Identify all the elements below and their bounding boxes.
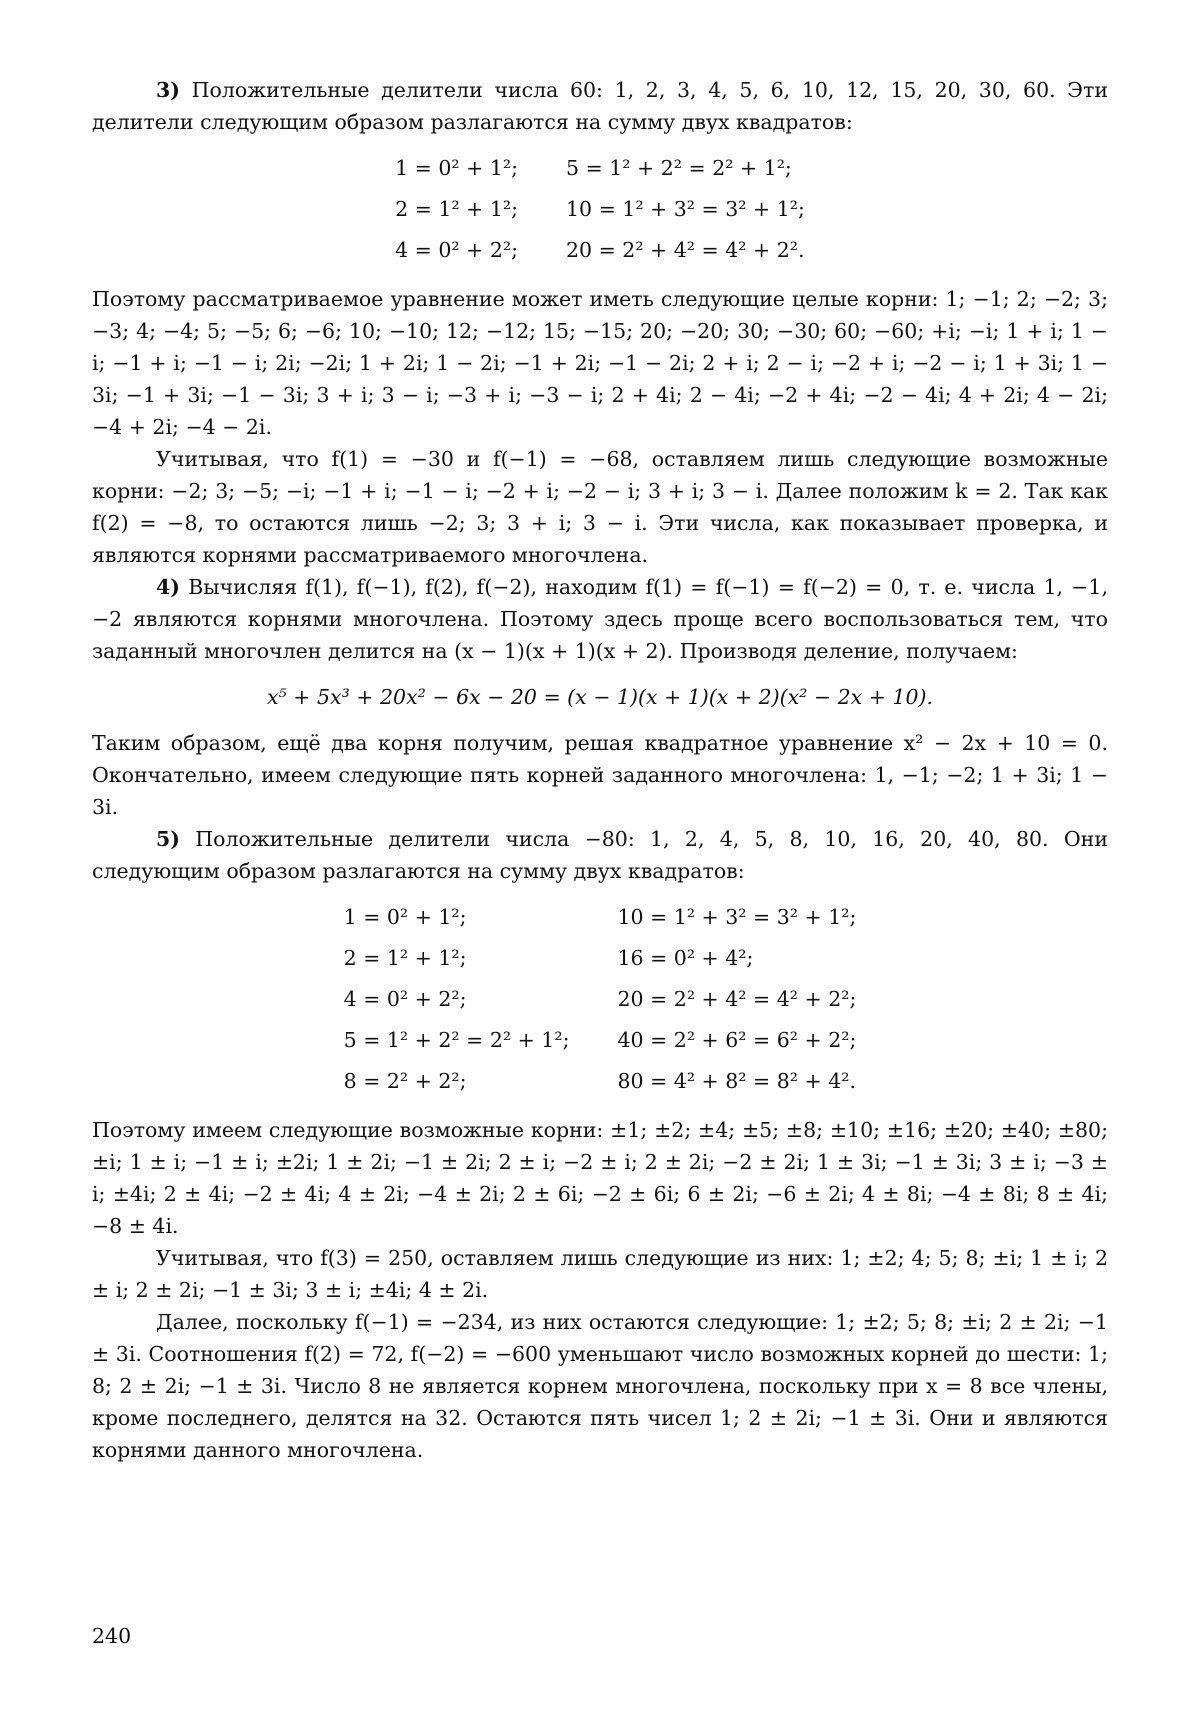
equation-row [395, 230, 805, 271]
item-label-3: 3) [156, 78, 180, 102]
equation-left: 2 = 1² + 1²; [395, 197, 518, 221]
item-label-5: 5) [156, 827, 180, 851]
equation-left: 4 = 0² + 2²; [395, 238, 518, 262]
paragraph-5-roots: Поэтому имеем следующие возможные корни: ±1; ±2; ±4; ±5; ±8; ±10; ±16; ±20; ±40; ±80; ±i; 1 ± i; −1 ± i; ±2i; 1 ± 2i; −1 ± 2i; 2 ± i; −2 ± i; 2 ± 2i; −2 ± 2i; 1 ± 3i; −1 ± 3i; 3 ± i; −3 ± i; ±4i; 2 ± 4i; −2 ± 4i; 4 ± 2i; −4 ± 2i; 2 ± 6i; −2 ± 6i; 6 ± 2i; −6 ± 2i; 4 ± 8i; −4 ± 8i; 8 ± 4i; −8 ± 4i. [92, 1118, 1108, 1238]
equation-block-1 [92, 148, 1108, 271]
equation-right: 20 = 2² + 4² = 4² + 2². [566, 238, 805, 262]
equation-row [395, 148, 805, 189]
equation-row [344, 979, 857, 1020]
paragraph-3-intro-text: Положительные делители числа 60: 1, 2, 3, 4, 5, 6, 10, 12, 15, 20, 30, 60. Эти делители следующим образом разлагаются на сумму двух квадратов: [92, 78, 1108, 134]
equation-left: 8 = 2² + 2²; [343, 1069, 467, 1093]
equation-right: 16 = 0² + 4²; [617, 946, 754, 970]
page-body [92, 74, 1108, 1466]
page-number: 240 [92, 1624, 132, 1648]
paragraph-3-roots: Поэтому рассматриваемое уравнение может иметь следующие целые корни: 1; −1; 2; −2; 3; −3; 4; −4; 5; −5; 6; −6; 10; −10; 12; −12; 15; −15; 20; −20; 30; −30; 60; −60; +i; −i; 1 + i; 1 − i; −1 + i; −1 − i; 2i; −2i; 1 + 2i; 1 − 2i; −1 + 2i; −1 − 2i; 2 + i; 2 − i; −2 + i; −2 − i; 1 + 3i; 1 − 3i; −1 + 3i; −1 − 3i; 3 + i; 3 − i; −3 + i; −3 − i; 2 + 4i; 2 − 4i; −2 + 4i; −2 − 4i; 4 + 2i; 4 − 2i; −4 + 2i; −4 − 2i. [92, 287, 1108, 439]
paragraph-5-check1: Учитывая, что f(3) = 250, оставляем лишь следующие из них: 1; ±2; 4; 5; 8; ±i; 1 ± i; 2 ± i; 2 ± 2i; −1 ± 3i; 3 ± i; ±4i; 4 ± 2i. [92, 1246, 1108, 1302]
display-formula: x⁵ + 5x³ + 20x² − 6x − 20 = (x − 1)(x + 1)(x + 2)(x² − 2x + 10). [266, 685, 934, 709]
paragraph-3-check: Учитывая, что f(1) = −30 и f(−1) = −68, оставляем лишь следующие возможные корни: −2; 3; −5; −i; −1 + i; −1 − i; −2 + i; −2 − i; 3 + i; 3 − i. Далее положим k = 2. Так как f(2) = −8, то остаются лишь −2; 3; 3 + i; 3 − i. Эти числа, как показывает проверка, и являются корнями рассматриваемого многочлена. [92, 447, 1108, 567]
equation-block-2 [92, 897, 1108, 1102]
paragraph-5-intro [92, 823, 1108, 887]
equation-left: 1 = 0² + 1²; [395, 156, 518, 180]
equation-row [395, 189, 805, 230]
equation-row [344, 938, 857, 979]
equation-row [344, 897, 857, 938]
paragraph-4-after: Таким образом, ещё два корня получим, решая квадратное уравнение x² − 2x + 10 = 0. Окончательно, имеем следующие пять корней заданного многочлена: 1, −1; −2; 1 + 3i; 1 − 3i. [92, 731, 1108, 819]
equation-right: 80 = 4² + 8² = 8² + 4². [617, 1069, 856, 1093]
paragraph-4-text: Вычисляя f(1), f(−1), f(2), f(−2), находим f(1) = f(−1) = f(−2) = 0, т. е. числа 1, −1, −2 являются корнями многочлена. Поэтому здесь проще всего воспользоваться тем, что заданный многочлен делится на (x − 1)(x + 1)(x + 2). Производя деление, получаем: [92, 575, 1108, 663]
paragraph-3-intro [92, 74, 1108, 138]
equation-right: 10 = 1² + 3² = 3² + 1²; [566, 197, 805, 221]
equation-left: 1 = 0² + 1²; [343, 905, 467, 929]
paragraph-5-intro-text: Положительные делители числа −80: 1, 2, 4, 5, 8, 10, 16, 20, 40, 80. Они следующим образом разлагаются на сумму двух квадратов: [92, 827, 1108, 883]
equation-right: 20 = 2² + 4² = 4² + 2²; [617, 987, 857, 1011]
equation-right: 40 = 2² + 6² = 6² + 2²; [617, 1028, 857, 1052]
paragraph-5-check2: Далее, поскольку f(−1) = −234, из них остаются следующие: 1; ±2; 5; 8; ±i; 2 ± 2i; −1 ± 3i. Соотношения f(2) = 72, f(−2) = −600 уменьшают число возможных корней до шести: 1; 8; 2 ± 2i; −1 ± 3i. Число 8 не является корнем многочлена, поскольку при x = 8 все члены, кроме последнего, делятся на 32. Остаются пять чисел 1; 2 ± 2i; −1 ± 3i. Они и являются корнями данного многочлена. [92, 1310, 1108, 1462]
equation-row [344, 1020, 857, 1061]
equation-table-1 [395, 148, 805, 271]
equation-table-2 [344, 897, 857, 1102]
equation-row [344, 1061, 857, 1102]
equation-right: 10 = 1² + 3² = 3² + 1²; [617, 905, 857, 929]
equation-right: 5 = 1² + 2² = 2² + 1²; [566, 156, 792, 180]
paragraph-4 [92, 571, 1108, 667]
item-label-4: 4) [156, 575, 180, 599]
equation-left: 4 = 0² + 2²; [343, 987, 467, 1011]
equation-left: 2 = 1² + 1²; [343, 946, 467, 970]
equation-left: 5 = 1² + 2² = 2² + 1²; [343, 1028, 570, 1052]
